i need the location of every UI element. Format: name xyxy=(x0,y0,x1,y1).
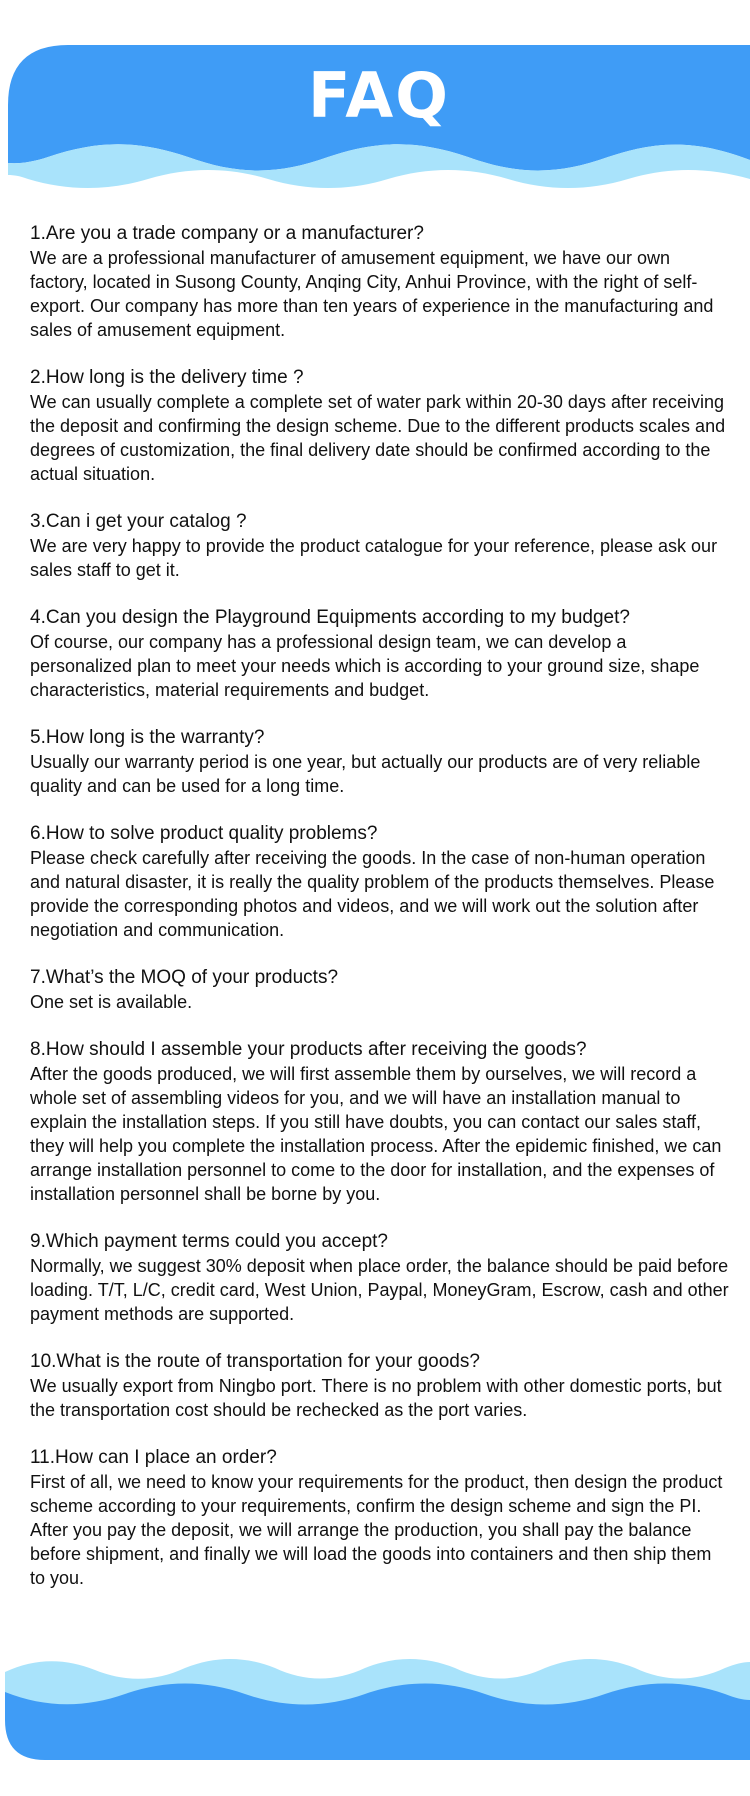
faq-question: 5.How long is the warranty? xyxy=(30,727,265,748)
faq-question: 9.Which payment terms could you accept? xyxy=(30,1231,389,1252)
faq-list xyxy=(30,222,730,1614)
faq-question: 2.How long is the delivery time ? xyxy=(30,367,304,388)
faq-item xyxy=(30,510,730,582)
faq-item xyxy=(30,822,730,942)
faq-answer: Normally, we suggest 30% deposit when place order, the balance should be paid before loading. T/T, L/C, credit card, West Union, Paypal, MoneyGram, Escrow, cash and other payment methods are supported. xyxy=(30,1256,729,1324)
page-title: FAQ xyxy=(308,59,450,132)
faq-question: 11.How can I place an order? xyxy=(30,1447,277,1468)
faq-question: 7.What’s the MOQ of your products? xyxy=(30,967,339,988)
faq-item xyxy=(30,1350,730,1422)
faq-item xyxy=(30,222,730,342)
faq-answer: First of all, we need to know your requirements for the product, then design the product scheme according to your requirements, confirm the design scheme and sign the PI. After you pay the deposit, we will arrange the production, you shall pay the balance before shipment, and finally we will load the goods into containers and then ship them to you. xyxy=(30,1472,723,1588)
faq-question: 4.Can you design the Playground Equipments according to my budget? xyxy=(30,607,630,628)
faq-item xyxy=(30,966,730,1014)
faq-answer: We can usually complete a complete set of water park within 20-30 days after receiving the deposit and confirming the design scheme. Due to the different products scales and degrees of customization, the final delivery date should be confirmed according to the actual situation. xyxy=(30,392,726,484)
faq-item xyxy=(30,366,730,486)
faq-header-banner xyxy=(8,45,750,195)
faq-footer-banner xyxy=(5,1650,750,1760)
faq-question: 8.How should I assemble your products after receiving the goods? xyxy=(30,1039,587,1060)
faq-answer: Please check carefully after receiving the goods. In the case of non-human operation and natural disaster, it is really the quality problem of the products themselves. Please provide the corresponding photos and videos, and we will work out the solution after negotiation and communication. xyxy=(30,848,715,940)
faq-answer: Of course, our company has a professional design team, we can develop a personalized plan to meet your needs which is according to your ground size, shape characteristics, material requirements and budget. xyxy=(30,632,700,700)
faq-item xyxy=(30,726,730,798)
footer-wave-graphic xyxy=(5,1650,750,1760)
faq-answer: One set is available. xyxy=(30,992,193,1012)
faq-answer: After the goods produced, we will first assemble them by ourselves, we will record a whole set of assembling videos for you, and we will have an installation manual to explain the installation steps. If you still have doubts, you can contact our sales staff, they will help you complete the installation process. After the epidemic finished, we can arrange installation personnel to come to the door for installation, and the expenses of installation personnel shall be borne by you. xyxy=(30,1064,722,1204)
faq-item xyxy=(30,1446,730,1590)
faq-item xyxy=(30,1038,730,1206)
faq-answer: We are a professional manufacturer of amusement equipment, we have our own factory, located in Susong County, Anqing City, Anhui Province, with the right of self-export. Our company has more than ten years of experience in the manufacturing and sales of amusement equipment. xyxy=(30,248,714,340)
faq-question: 10.What is the route of transportation for your goods? xyxy=(30,1351,480,1372)
faq-question: 3.Can i get your catalog ? xyxy=(30,511,247,532)
faq-answer: We are very happy to provide the product catalogue for your reference, please ask our sales staff to get it. xyxy=(30,536,718,580)
faq-question: 1.Are you a trade company or a manufacturer? xyxy=(30,223,424,244)
faq-item xyxy=(30,606,730,702)
faq-question: 6.How to solve product quality problems? xyxy=(30,823,378,844)
faq-answer: Usually our warranty period is one year, but actually our products are of very reliable quality and can be used for a long time. xyxy=(30,752,701,796)
faq-item xyxy=(30,1230,730,1326)
faq-answer: We usually export from Ningbo port. There is no problem with other domestic ports, but the transportation cost should be rechecked as the port varies. xyxy=(30,1376,722,1420)
